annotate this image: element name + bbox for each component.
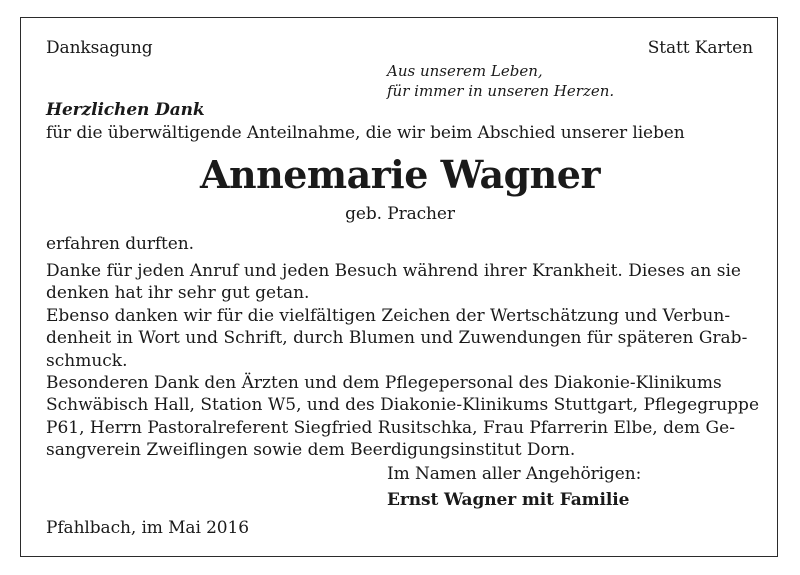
paragraph-line: schmuck. [46,350,128,371]
paragraph-line: denken hat ihr sehr gut getan. [46,283,310,304]
paragraph-line: Danke für jeden Anruf und jeden Besuch während ihrer Krankheit. Dieses an sie [46,261,741,281]
notice-type-label: Danksagung [46,38,153,58]
paragraph-line: denheit in Wort und Schrift, durch Blumen und Zuwendungen für späteren Grab- [46,328,748,349]
paragraph-line: Besonderen Dank den Ärzten und dem Pflegepersonal des Diakonie-Klinikums [46,373,722,394]
statt-karten-label: Statt Karten [647,38,753,58]
thanks-paragraph [46,260,760,462]
signature-preamble: Im Namen aller Angehörigen: [387,464,642,484]
paragraph-line: Ebenso danken wir für die vielfältigen Zeichen der Wertschätzung und Verbun- [46,305,731,326]
paragraph-line: Schwäbisch Hall, Station W5, und des Diakonie-Klinikums Stuttgart, Pflegegruppe [46,395,760,416]
deceased-name: Annemarie Wagner [200,152,600,197]
experienced-text: erfahren durften. [46,234,194,254]
birth-name: geb. Pracher [345,204,455,224]
paragraph-line: P61, Herrn Pastoralreferent Siegfried Rusitschka, Frau Pfarrerin Elbe, dem Ge- [46,417,735,438]
motto-line-2: für immer in unseren Herzen. [387,82,615,100]
intro-text: für die überwältigende Anteilnahme, die wir beim Abschied unserer lieben [46,123,685,143]
signature-family: Ernst Wagner mit Familie [387,490,630,510]
thanks-heading: Herzlichen Dank [46,100,205,120]
paragraph-line: sangverein Zweiflingen sowie dem Beerdigungsinstitut Dorn. [46,440,576,461]
place-date: Pfahlbach, im Mai 2016 [46,518,249,538]
motto-line-1: Aus unserem Leben, [387,62,543,80]
motto [387,61,614,101]
